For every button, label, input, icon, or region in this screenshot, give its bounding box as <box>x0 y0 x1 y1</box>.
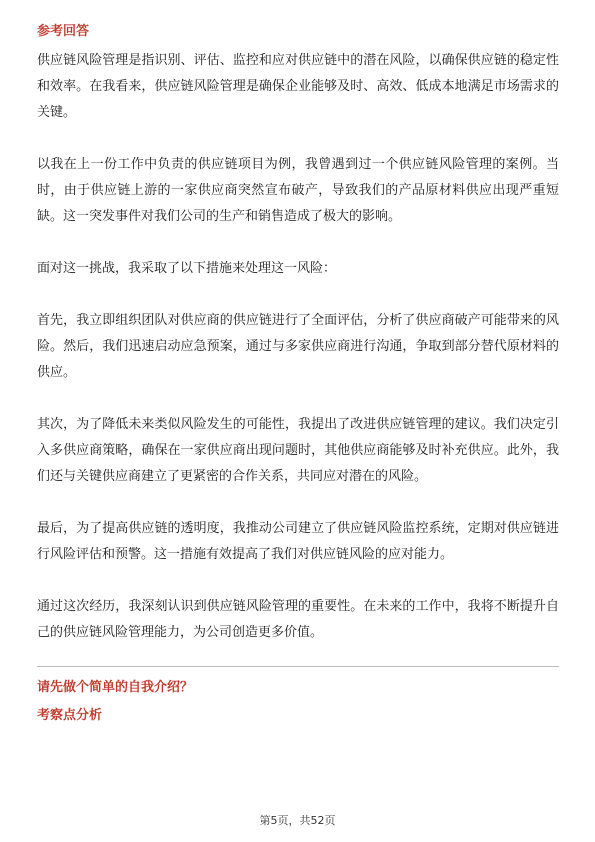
answer-paragraph-2: 以我在上一份工作中负责的供应链项目为例，我曾遇到过一个供应链风险管理的案例。当时，由于供应链上游的一家供应商突然宣布破产，导致我们的产品原材料供应出现严重短缺。这一突发事件对我们公司的生产和销售造成了极大的影响。 <box>37 157 559 224</box>
paragraph-gap <box>37 490 559 516</box>
answer-paragraph-5: 其次，为了降低未来类似风险发生的可能性，我提出了改进供应链管理的建议。我们决定引入多供应商策略，确保在一家供应商出现问题时，其他供应商能够及时补充供应。此外，我们还与关键供应商建立了更紧密的合作关系，共同应对潜在的风险。 <box>37 417 559 484</box>
answer-paragraph-6: 最后，为了提高供应链的透明度，我推动公司建立了供应链风险监控系统，定期对供应链进行风险评估和预警。这一措施有效提高了我们对供应链风险的应对能力。 <box>37 521 559 562</box>
paragraph-gap <box>37 230 559 256</box>
answer-paragraph-7: 通过这次经历，我深刻认识到供应链风险管理的重要性。在未来的工作中，我将不断提升自己的供应链风险管理能力，为公司创造更多价值。 <box>37 599 559 640</box>
paragraph-gap <box>37 126 559 152</box>
paragraph-gap <box>37 568 559 594</box>
section-divider <box>37 666 559 667</box>
document-page <box>37 22 559 727</box>
paragraph-gap <box>37 282 559 308</box>
answer-paragraph-3: 面对这一挑战，我采取了以下措施来处理这一风险： <box>37 261 337 276</box>
answer-heading: 参考回答 <box>37 24 90 39</box>
answer-paragraph-4: 首先，我立即组织团队对供应商的供应链进行了全面评估，分析了供应商破产可能带来的风险。然后，我们迅速启动应急预案，通过与多家供应商进行沟通，争取到部分替代原材料的供应。 <box>37 313 559 380</box>
question-title: 请先做个简单的自我介绍？ <box>37 680 194 695</box>
analysis-heading: 考察点分析 <box>37 708 103 723</box>
answer-paragraph-1: 供应链风险管理是指识别、评估、监控和应对供应链中的潜在风险，以确保供应链的稳定性和效率。在我看来，供应链风险管理是确保企业能够及时、高效、低成本地满足市场需求的关键。 <box>37 53 559 120</box>
paragraph-gap <box>37 386 559 412</box>
page-number: 第5页，共52页 <box>259 814 336 827</box>
